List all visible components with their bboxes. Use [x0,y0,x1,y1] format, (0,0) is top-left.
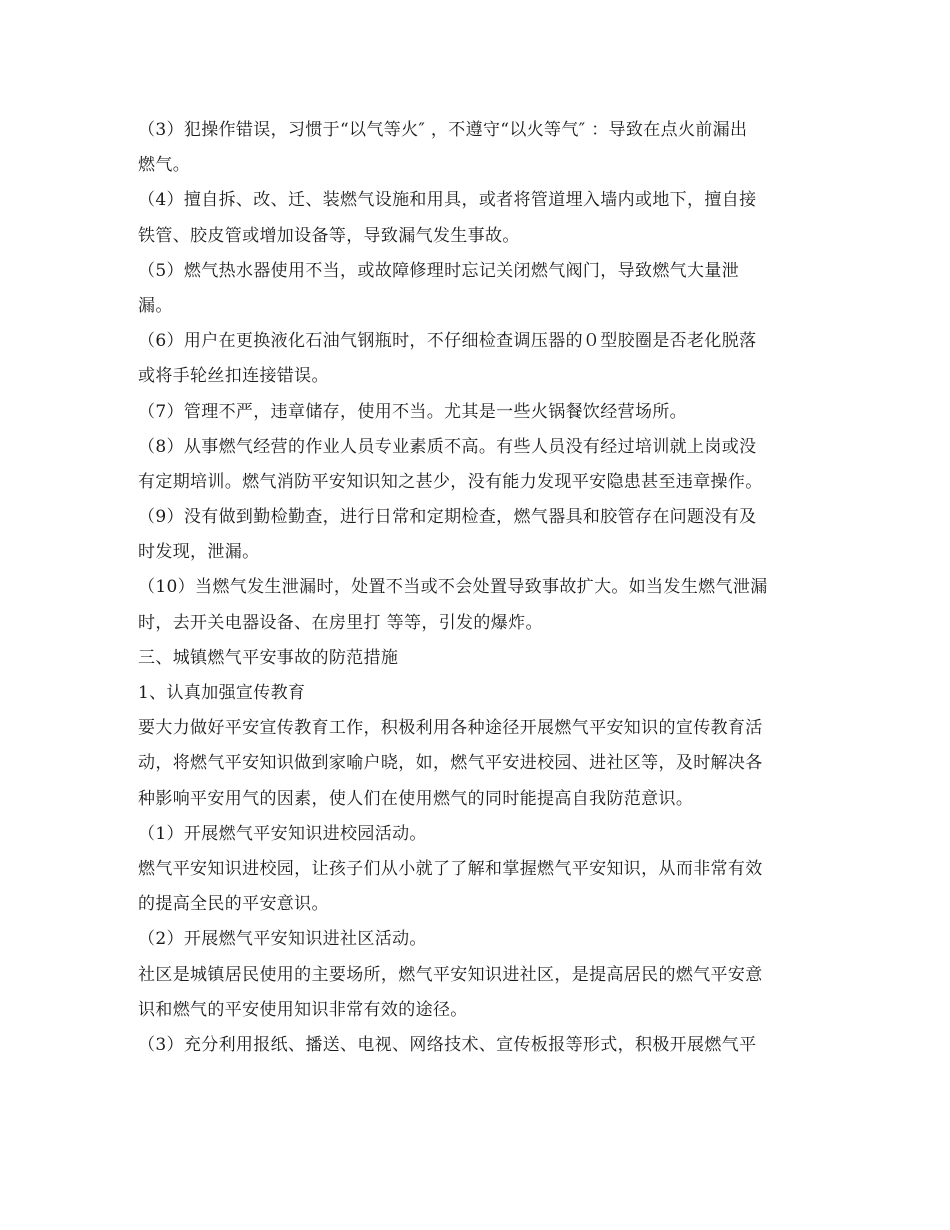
section-heading: 三、城镇燃气平安事故的防范措施 [138,647,399,668]
text-line: （10）当燃气发生泄漏时，处置不当或不会处置导致事故扩大。如当发生燃气泄漏 [138,577,768,598]
text-line: 的提高全民的平安意识。 [138,894,329,915]
text-line: 时发现，泄漏。 [138,542,260,563]
text-line: 有定期培训。燃气消防平安知识知之甚少，没有能力发现平安隐患甚至违章操作。 [138,471,763,492]
text-line: （5）燃气热水器使用不当，或故障修理时忘记关闭燃气阀门，导致燃气大量泄 [138,260,740,281]
document-body [138,113,818,1063]
text-line: 燃气。 [138,155,191,176]
subsection-heading: 1、认真加强宣传教育 [138,683,306,703]
text-line: 铁管、胶皮管或增加设备等，导致漏气发生事故。 [138,225,520,246]
text-line: （2）开展燃气平安知识进社区活动。 [138,929,427,950]
text-line: 要大力做好平安宣传教育工作，积极利用各种途径开展燃气平安知识的宣传教育活 [138,718,763,739]
text-line: （9）没有做到勤检勤查，进行日常和定期检查，燃气器具和胶管存在问题没有及 [138,507,757,528]
text-line: （3）充分利用报纸、播送、电视、网络技术、宣传板报等形式，积极开展燃气平 [138,1034,757,1055]
text-line: 种影响平安用气的因素，使人们在使用燃气的同时能提高自我防范意识。 [138,788,694,809]
text-line: 社区是城镇居民使用的主要场所，燃气平安知识进社区，是提高居民的燃气平安意 [138,964,763,985]
text-line: （7）管理不严，违章储存，使用不当。尤其是一些火锅餐饮经营场所。 [138,401,688,422]
text-line: （3）犯操作错误，习惯于“以气等火″ ，不遵守“以火等气″ ：导致在点火前漏出 [138,120,748,140]
text-line: 动，将燃气平安知识做到家喻户晓，如，燃气平安进校园、进社区等，及时解决各 [138,753,763,774]
text-line: 识和燃气的平安使用知识非常有效的途径。 [138,999,468,1020]
text-line: （4）擅自拆、改、迁、装燃气设施和用具，或者将管道埋入墙内或地下，擅自接 [138,190,757,211]
text-line: 或将手轮丝扣连接错误。 [138,366,329,387]
text-line: （8）从事燃气经营的作业人员专业素质不高。有些人员没有经过培训就上岗或没 [138,436,757,457]
text-line: （6）用户在更换液化石油气钢瓶时，不仔细检查调压器的０型胶圈是否老化脱落 [138,331,757,352]
text-line: 时，去开关电器设备、在房里打 等等，引发的爆炸。 [138,612,543,633]
text-line: （1）开展燃气平安知识进校园活动。 [138,823,427,844]
text-line: 燃气平安知识进校园，让孩子们从小就了了解和掌握燃气平安知识，从而非常有效 [138,858,763,879]
text-line: 漏。 [138,295,173,316]
